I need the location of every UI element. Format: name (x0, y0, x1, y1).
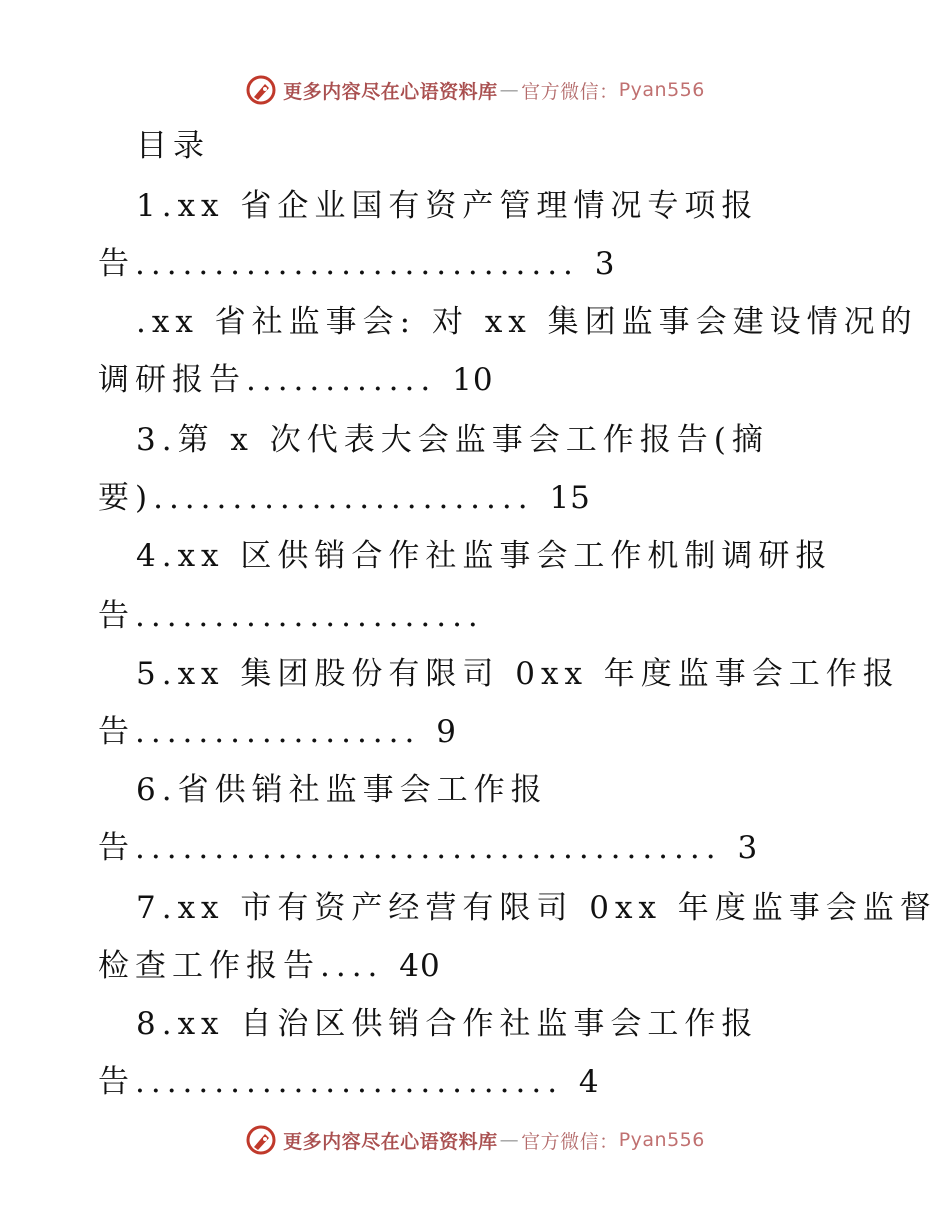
toc-entry-1-page: 3 (594, 246, 616, 282)
toc-entry-2-cont[interactable] (98, 354, 494, 406)
toc-entry-7-page: 40 (399, 948, 441, 984)
toc-entry-1-cont[interactable] (98, 238, 616, 290)
toc-entry-6-page: 3 (737, 830, 759, 866)
toc-entry-8-leader: 告........................... (98, 1064, 564, 1100)
watermark-wechat-id: Pyan556 (618, 79, 705, 101)
toc-entry-7-leader: 检查工作报告.... (98, 948, 384, 984)
toc-entry-6-leader: 告..................................... (98, 830, 722, 866)
toc-entry-8-cont[interactable] (98, 1056, 600, 1108)
toc-entry-2-page: 10 (452, 362, 494, 398)
toc-heading: 目录 (136, 128, 210, 164)
toc-entry-3-page: 15 (549, 480, 591, 516)
toc-entry-6-cont[interactable] (98, 822, 758, 874)
toc-entry-6-title[interactable]: 6.省供销社监事会工作报 (136, 772, 548, 808)
watermark-main-text: 更多内容尽在心语资料库 (283, 80, 498, 103)
toc-entry-2-title[interactable]: .xx 省社监事会: 对 xx 集团监事会建设情况的 (136, 304, 918, 340)
toc-entry-4-title[interactable]: 4.xx 区供销合作社监事会工作机制调研报 (136, 538, 833, 574)
toc-entry-5-cont[interactable] (98, 706, 457, 758)
toc-entry-1-title[interactable]: 1.xx 省企业国有资产管理情况专项报 (136, 188, 759, 224)
toc-entry-7-cont[interactable] (98, 940, 441, 992)
toc-entry-8-page: 4 (578, 1064, 600, 1100)
toc-entry-8-title[interactable]: 8.xx 自治区供销合作社监事会工作报 (136, 1006, 759, 1042)
toc-entry-5-title[interactable]: 5.xx 集团股份有限司 0xx 年度监事会工作报 (136, 656, 900, 692)
watermark-sub-text: 官方微信： (521, 1130, 619, 1153)
toc-entry-2-leader: 调研报告............ (98, 362, 437, 398)
toc-entry-4-leader: 告...................... (98, 598, 484, 634)
toc-entry-3-leader: 要)........................ (98, 480, 534, 516)
watermark-banner-bottom (0, 1120, 950, 1160)
toc-entry-1-leader: 告............................ (98, 246, 579, 282)
toc-entry-7-title[interactable]: 7.xx 市有资产经营有限司 0xx 年度监事会监督 (136, 890, 937, 926)
toc-entry-3-cont[interactable] (98, 472, 591, 524)
toc-entry-4-cont[interactable] (98, 590, 484, 642)
watermark-wechat-id: Pyan556 (618, 1129, 705, 1151)
pen-nib-circle-icon (245, 1124, 277, 1156)
toc-entry-3-title[interactable]: 3.第 x 次代表大会监事会工作报告(摘 (136, 422, 769, 458)
watermark-main-text: 更多内容尽在心语资料库 (283, 1130, 498, 1153)
watermark-sub-text: 官方微信： (521, 80, 619, 103)
watermark-separator: — (499, 79, 520, 101)
toc-entry-5-page: 9 (436, 714, 457, 750)
watermark-separator: — (499, 1129, 520, 1151)
toc-entry-5-leader: 告.................. (98, 714, 421, 750)
